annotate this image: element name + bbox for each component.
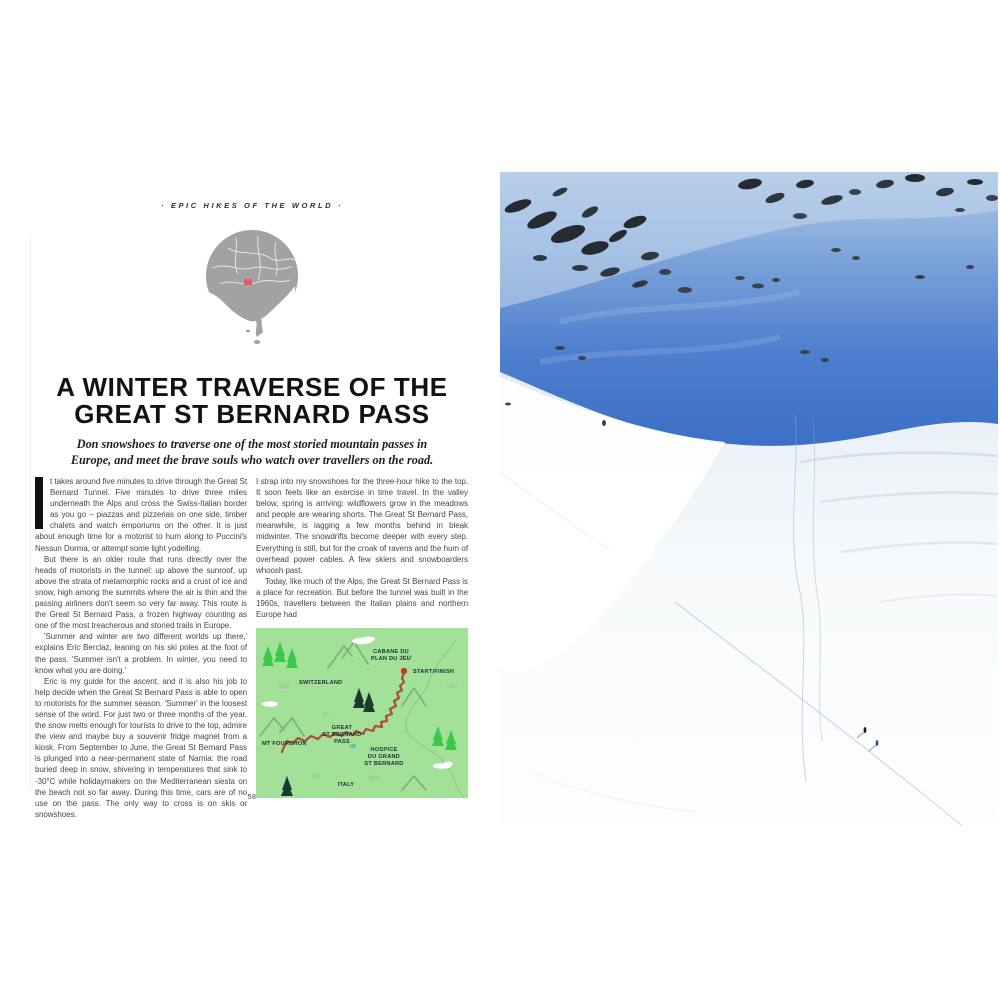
- paragraph: 'Summer and winter are two different worlds up there,' explains Eric Berclaz, leaning on his ski poles at the foot of the pass. 'Summer isn't a problem. In winter, you need to know what you are doing.': [35, 632, 247, 675]
- page-edge: [30, 235, 31, 790]
- series-tagline: · EPIC HIKES OF THE WORLD ·: [161, 201, 343, 210]
- map-label-hospice: ST BERNARD: [364, 761, 404, 768]
- paragraph: Eric is my guide for the ascent, and it is also his job to help decide when the Great St Bernard Pass is able to open to motorists for the summer season. 'Summer' in the loosest sense of the word. For just two or three months of the year, the snow melts enough for tourists to drive to the top, admire the view and maybe buy a souvenir fridge magnet from a kiosk. From September to June, the Great St Bernard Pass is plunged into a near-permanent state of Narnia: the road buried deep in snow, shivering in temperatures that sink to -30°C while holidaymakers on the Mediterranean siesta on the beach not so far away. During this time, cars are of no use on the pass. The only way to cross is on skis or snowshoes.: [35, 676, 247, 819]
- map-label-hospice: HOSPICE: [370, 747, 398, 754]
- hiker-dark: [864, 727, 867, 733]
- map-label-pass: PASS: [334, 739, 350, 746]
- paragraph-text: t takes around five minutes to drive through the Great St Bernard Tunnel. Five minutes to drive three miles underneath the Alps and cross the Swiss-Italian border as you go – piazzas and pizzerias on one side, timber chalets and watch emporiums on the other. It is just about enough time for a motorist to hum along to Puccini's Nessun Dorma, or attempt some light yodelling.: [35, 477, 247, 553]
- map-label-pass: GREAT: [331, 725, 353, 732]
- map-label-start-finish: START/FINISH: [413, 669, 455, 676]
- map-label-italy: ITALY: [337, 782, 355, 789]
- drop-cap: [35, 477, 43, 529]
- map-start-marker: [401, 668, 407, 674]
- map-label-hospice: DU GRAND: [367, 754, 401, 761]
- map-lake: [350, 744, 357, 748]
- body-column-2: [256, 476, 468, 820]
- paragraph: [35, 476, 247, 554]
- body-columns: [35, 476, 468, 820]
- map-label-pass: ST BERNARD: [322, 732, 362, 739]
- globe-location-marker: [244, 279, 252, 285]
- left-page: [32, 0, 472, 1000]
- standfirst: Don snowshoes to traverse one of the most storied mountain passes in Europe, and meet the brave souls who watch over travellers on the road.: [70, 437, 434, 468]
- hiker-blue: [876, 740, 879, 746]
- globe-locator-icon: [200, 226, 304, 346]
- article-title: A WINTER TRAVERSE OF THE GREAT ST BERNARD PASS: [56, 372, 448, 430]
- body-column-1: [35, 476, 247, 820]
- paragraph: I strap into my snowshoes for the three-hour hike to the top. It soon feels like an exercise in time travel. In the valley below, spring is arriving: wildflowers grow in the meadows and people are wearing shorts. The Great St Bernard Pass, meanwhile, is lagging a few months behind in bleak midwinter. The snowdrifts become deeper with every step. Everything is still, but for the croak of ravens and the hum of overhead power cables. A few skiers and snowboarders whoosh past.: [256, 477, 468, 575]
- page-number: 58: [247, 794, 257, 801]
- map-label-mt-fourchon: MT FOURCHON: [262, 741, 307, 748]
- map-label-cabane: CABANE DU: [373, 649, 409, 656]
- trail-map: [256, 628, 468, 801]
- mountain-photo: [500, 172, 998, 826]
- map-label-cabane: PLAN DU JEU: [370, 656, 412, 663]
- paragraph: But there is an older route that runs directly over the heads of motorists in the tunnel: up above the sunroof, up above the strata of metamorphic rocks and a crust of ice and snow, high among the summits where the air is thin and the passing airliners don't seem so very far away. This route is the Great St Bernard Pass, a frozen highway counting as one of the most treacherous and storied trails in Europe.: [35, 554, 247, 631]
- paragraph: Today, like much of the Alps, the Great St Bernard Pass is a place for recreation. But before the tunnel was built in the 1960s, travellers between the Italian plains and northern Europe had: [256, 576, 468, 620]
- map-label-switzerland: SWITZERLAND: [299, 680, 343, 687]
